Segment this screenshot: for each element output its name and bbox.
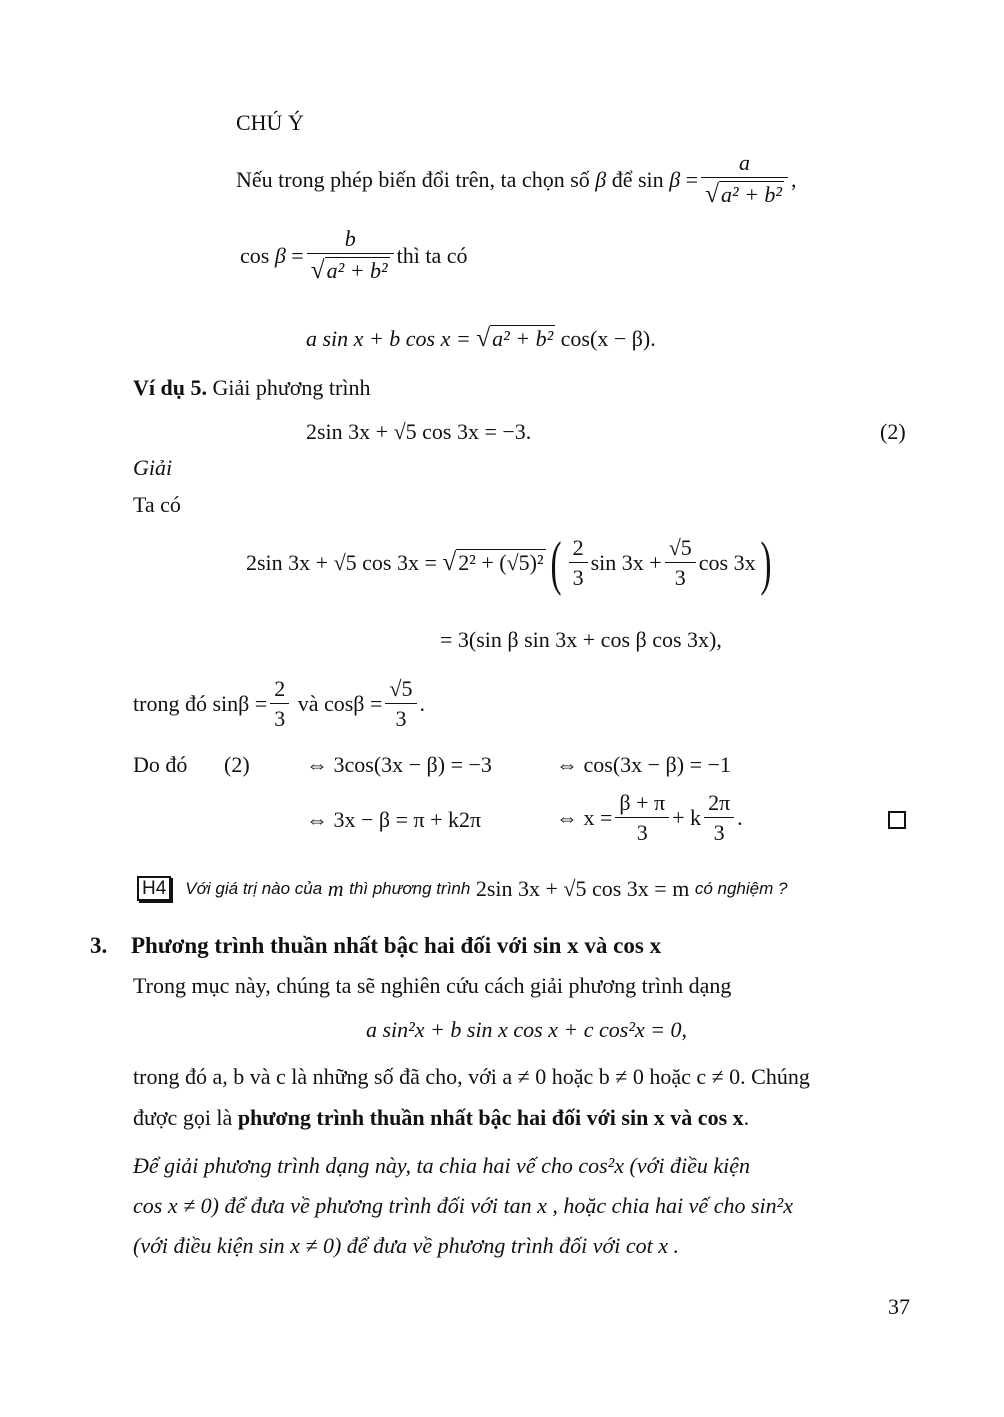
identity-formula: a sin x + b cos x = √a² + b² cos(x − β). bbox=[306, 324, 656, 352]
note-line-1: Nếu trong phép biến đổi trên, ta chọn số β để sin β = $\frac{a}{\text{√a² + b²}}$ , bbox=[236, 150, 797, 208]
sin-beta: sin β = bbox=[638, 166, 699, 192]
we-have-text: Ta có bbox=[133, 492, 181, 517]
therefore-text: Do đó bbox=[133, 752, 188, 777]
note-line-2 bbox=[240, 228, 468, 283]
equation-number: (2) bbox=[880, 419, 906, 444]
equivalence-2: ⇔ cos(3x − β) = −1 bbox=[556, 752, 731, 777]
cos-beta-fraction: $\frac{b}{\text{√a² + b²}}$ bbox=[307, 228, 394, 283]
beta-symbol: β bbox=[595, 166, 607, 192]
cos-beta: cos β = bbox=[240, 242, 304, 268]
question-h4: H4 Với giá trị nào của m thì phương trình 2sin 3x + √5 cos 3x = m có nghiệm ? bbox=[137, 876, 787, 901]
step-1: 2sin 3x + √5 cos 3x = √2² + (√5)² ( $\frac{2}{3}$ sin 3x + $\frac{√5}{3}$ cos 3x ) bbox=[246, 530, 772, 596]
equivalence-1: ⇔ 3cos(3x − β) = −3 bbox=[306, 752, 492, 777]
example-heading: Ví dụ 5. Giải phương trình bbox=[133, 375, 371, 400]
then-text: thì ta có bbox=[396, 242, 468, 268]
where-coefficients: trong đó a, b và c là những số đã cho, với a ≠ 0 hoặc b ≠ 0 hoặc c ≠ 0. Chúng bbox=[133, 1064, 810, 1089]
step-2: = 3(sin β sin 3x + cos β cos 3x), bbox=[440, 627, 722, 652]
solution-label: Giải bbox=[133, 455, 173, 480]
called-line: được gọi là phương trình thuần nhất bậc hai đối với sin x và cos x. bbox=[133, 1105, 750, 1130]
section-intro: Trong mục này, chúng ta sẽ nghiên cứu cách giải phương trình dạng bbox=[133, 973, 732, 998]
general-form: a sin²x + b sin x cos x + c cos²x = 0, bbox=[366, 1017, 688, 1042]
method-line-1: Để giải phương trình dạng này, ta chia hai vế cho cos²x (với điều kiện bbox=[133, 1153, 750, 1178]
section-number: 3. bbox=[90, 933, 108, 958]
note-title: CHÚ Ý bbox=[236, 110, 304, 135]
page-number: 37 bbox=[888, 1294, 910, 1319]
equivalence-4: ⇔ x = $\frac{\beta + \pi}{3}$ + k $\frac{2\pi}{3}$ . bbox=[556, 790, 743, 845]
note-de: để bbox=[611, 166, 633, 192]
section-title: Phương trình thuần nhất bậc hai đối với sin x và cos x bbox=[131, 933, 662, 958]
method-line-3: (với điều kiện sin x ≠ 0) để đưa về phương trình đối với cot x . bbox=[133, 1233, 679, 1258]
method-line-2: cos x ≠ 0) để đưa về phương trình đối với tan x , hoặc chia hai vế cho sin²x bbox=[133, 1193, 793, 1218]
ref-2: (2) bbox=[224, 752, 250, 777]
sin-beta-fraction: $\frac{a}{\text{√a² + b²}}$ bbox=[701, 152, 788, 207]
example-equation: 2sin 3x + √5 cos 3x = −3. bbox=[306, 419, 532, 444]
equivalence-3: ⇔ 3x − β = π + k2π bbox=[306, 807, 482, 832]
qed-box-icon bbox=[888, 811, 906, 833]
h4-badge: H4 bbox=[137, 876, 171, 901]
where-line: trong đó sinβ = $\frac{2}{3}$ và cosβ = $\frac{√5}{3}$ . bbox=[133, 676, 425, 731]
note-text: Nếu trong phép biến đổi trên, ta chọn số bbox=[236, 166, 590, 192]
